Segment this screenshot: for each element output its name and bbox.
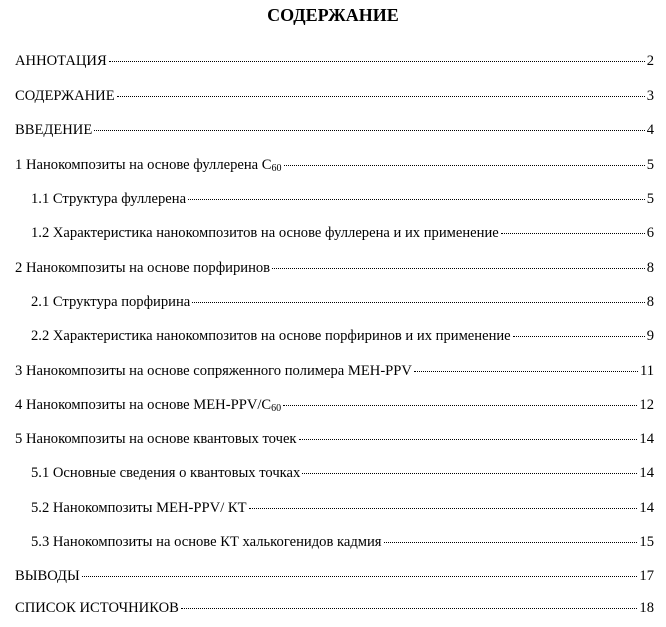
dot-leader	[94, 130, 644, 131]
toc-entry-page: 14	[639, 431, 654, 447]
toc-entry-label: ВВЕДЕНИЕ	[15, 122, 93, 138]
toc-entry-page: 5	[646, 157, 654, 173]
toc-entry-section-4[interactable]	[15, 396, 654, 414]
dot-leader	[249, 508, 638, 509]
toc-entry-section-2-2[interactable]	[31, 327, 654, 345]
toc-entry-page: 14	[639, 500, 654, 516]
toc-entry-label: 5.3 Нанокомпозиты на основе КТ халькогенидов кадмия	[31, 534, 382, 550]
toc-entry-page: 8	[646, 260, 654, 276]
toc-entry-introduction[interactable]	[15, 121, 654, 139]
toc-entry-page: 12	[639, 397, 654, 413]
toc-entry-label: 1.1 Структура фуллерена	[31, 191, 187, 207]
toc-entry-page: 2	[646, 53, 654, 69]
dot-leader	[299, 439, 638, 440]
toc-entry-section-1-1[interactable]	[31, 190, 654, 208]
toc-entry-section-3[interactable]	[15, 362, 654, 380]
toc-entry-page: 8	[646, 294, 654, 310]
toc-entry-page: 18	[639, 600, 654, 616]
toc-entry-annotation[interactable]	[15, 52, 654, 70]
toc-entry-contents[interactable]	[15, 87, 654, 105]
toc-entry-section-5-1[interactable]	[31, 464, 654, 482]
dot-leader	[501, 233, 645, 234]
dot-leader	[284, 165, 645, 166]
toc-entry-label: 1.2 Характеристика нанокомпозитов на основе фуллерена и их применение	[31, 225, 499, 241]
toc-entry-label: 2 Нанокомпозиты на основе порфиринов	[15, 260, 271, 276]
toc-entry-label: 2.2 Характеристика нанокомпозитов на основе порфиринов и их применение	[31, 328, 511, 344]
toc-entry-section-5-3[interactable]	[31, 533, 654, 551]
dot-leader	[117, 96, 645, 97]
toc-entry-page: 5	[646, 191, 654, 207]
toc-entry-page: 3	[646, 88, 654, 104]
toc-entry-label: СПИСОК ИСТОЧНИКОВ	[15, 600, 179, 616]
toc-entry-section-5[interactable]	[15, 430, 654, 448]
subscript-60: 60	[271, 403, 282, 414]
toc-entry-page: 4	[646, 122, 654, 138]
toc-entry-references[interactable]	[15, 599, 654, 617]
toc-entry-label: ВЫВОДЫ	[15, 568, 80, 584]
dot-leader	[82, 576, 638, 577]
dot-leader	[272, 268, 645, 269]
toc-entry-page: 6	[646, 225, 654, 241]
dot-leader	[283, 405, 637, 406]
toc-entry-label: 5 Нанокомпозиты на основе квантовых точек	[15, 431, 297, 447]
dot-leader	[192, 302, 644, 303]
dot-leader	[188, 199, 645, 200]
toc-entry-label	[15, 396, 281, 414]
toc-entry-section-1-2[interactable]	[31, 224, 654, 242]
toc-entry-page: 17	[639, 568, 654, 584]
dot-leader	[384, 542, 638, 543]
toc-entry-conclusions[interactable]	[15, 567, 654, 585]
page-title: СОДЕРЖАНИЕ	[267, 5, 399, 25]
toc-entry-section-5-2[interactable]	[31, 499, 654, 517]
toc-entry-page: 9	[646, 328, 654, 344]
toc-entry-label-text: 1 Нанокомпозиты на основе фуллерена C	[15, 157, 272, 173]
toc-entry-label-text: 4 Нанокомпозиты на основе MEH-PPV/C	[15, 397, 272, 413]
subscript-60: 60	[271, 163, 282, 174]
toc-entry-section-2-1[interactable]	[31, 293, 654, 311]
toc-entry-label: АННОТАЦИЯ	[15, 53, 107, 69]
toc-entry-page: 15	[639, 534, 654, 550]
toc-entry-section-2[interactable]	[15, 259, 654, 277]
dot-leader	[181, 608, 638, 609]
toc-entry-label: 2.1 Структура порфирина	[31, 294, 191, 310]
toc-entry-section-1[interactable]	[15, 156, 654, 174]
dot-leader	[414, 371, 638, 372]
toc-entry-page: 11	[639, 363, 654, 379]
dot-leader	[109, 61, 645, 62]
toc-entry-label: СОДЕРЖАНИЕ	[15, 88, 115, 104]
toc-entry-label: 5.1 Основные сведения о квантовых точках	[31, 465, 301, 481]
toc-entry-label	[15, 156, 282, 174]
dot-leader	[513, 336, 645, 337]
dot-leader	[302, 473, 637, 474]
toc-entry-page: 14	[639, 465, 654, 481]
toc-entry-label: 5.2 Нанокомпозиты MEH-PPV/ КТ	[31, 500, 247, 516]
toc-entry-label: 3 Нанокомпозиты на основе сопряженного полимера MEH-PPV	[15, 363, 412, 379]
